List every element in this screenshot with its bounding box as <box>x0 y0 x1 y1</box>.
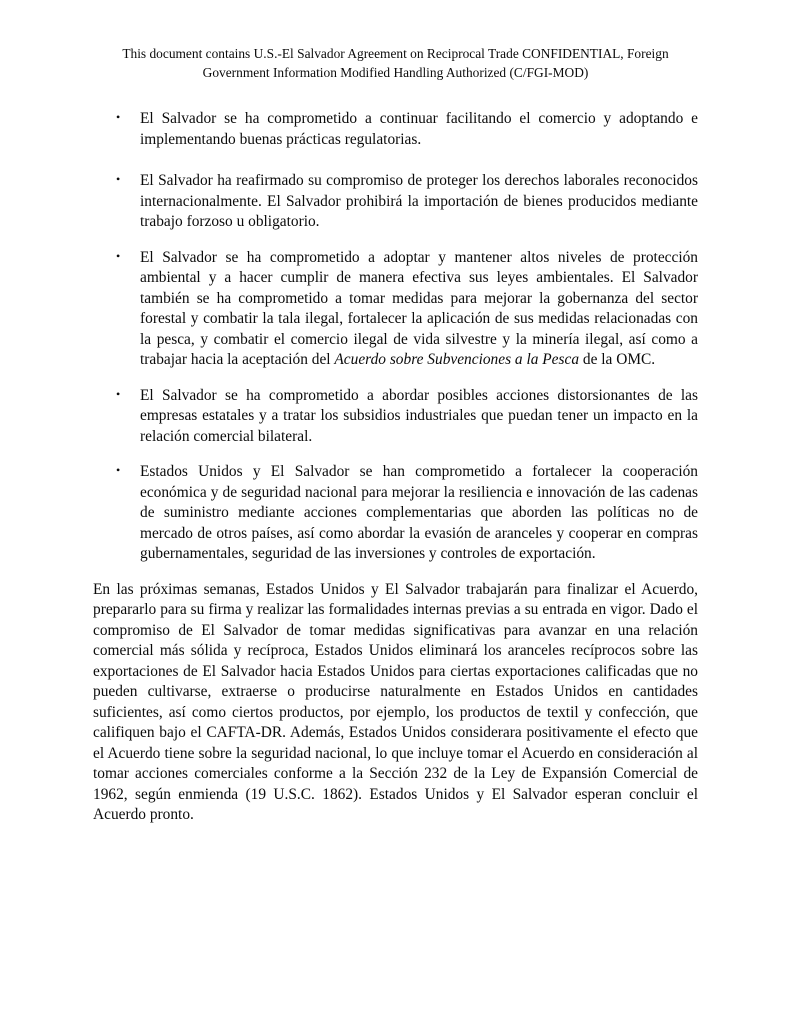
bullet-icon: • <box>116 248 121 263</box>
bullet-item <box>93 462 698 565</box>
treaty-name-italic: Acuerdo sobre Subvenciones a la Pesca <box>334 351 580 368</box>
closing-paragraph: En las próximas semanas, Estados Unidos y El Salvador trabajarán para finalizar el Acuerdo, prepararlo para su firma y realizar las formalidades internas previas a su entrada en vigor. Dado el compromiso de El Salvador de tomar medidas significativas para avanzar en una relación comercial más sólida y recíproca, Estados Unidos eliminará los aranceles recíprocos sobre las exportaciones de El Salvador hacia Estados Unidos para ciertas exportaciones calificadas que no pueden cultivarse, extraerse o producirse naturalmente en Estados Unidos en cantidades suficientes, así como ciertos productos, por ejemplo, los productos de textil y confección, que califiquen bajo el CAFTA-DR. Además, Estados Unidos considerara positivamente el efecto que el Acuerdo tiene sobre la seguridad nacional, lo que incluye tomar el Acuerdo en consideración al tomar acciones comerciales conforme a la Sección 232 de la Ley de Expansión Comercial de 1962, según enmienda (19 U.S.C. 1862). Estados Unidos y El Salvador esperan concluir el Acuerdo pronto. <box>93 580 698 823</box>
bullet-item <box>93 171 698 233</box>
bullet-item <box>93 248 698 371</box>
bullet-text: Estados Unidos y El Salvador se han comprometido a fortalecer la cooperación económica y de seguridad nacional para mejorar la resiliencia e innovación de las cadenas de suministro mediante acciones complementarias que aborden las políticas no de mercado de otros países, así como abordar la evasión de aranceles y cooperar en compras gubernamentales, seguridad de las inversiones y controles de exportación. <box>140 463 698 562</box>
bullet-text-post: de la OMC. <box>579 351 656 368</box>
bullet-item <box>93 386 698 448</box>
bullet-icon: • <box>116 110 121 124</box>
bullet-text: El Salvador se ha comprometido a continuar facilitando el comercio y adoptando e implementando buenas prácticas regulatorias. <box>140 110 698 148</box>
bullet-text-pre: El Salvador se ha comprometido a adoptar y mantener altos niveles de protección ambiental y a hacer cumplir de manera efectiva sus leyes ambientales. El Salvador también se ha comprometido a tomar medidas para mejorar la gobernanza del sector forestal y combatir la tala ilegal, fortalecer la aplicación de sus medidas relacionadas con la pesca, y combatir el comercio ilegal de vida silvestre y la minería ilegal, así como a trabajar hacia la aceptación del <box>140 248 698 368</box>
bullet-text: El Salvador se ha comprometido a abordar posibles acciones distorsionantes de las empresas estatales y a tratar los subsidios industriales que puedan tener un impacto en la relación comercial bilateral. <box>140 386 698 445</box>
bullet-icon: • <box>116 386 121 401</box>
classification-banner: This document contains U.S.-El Salvador Agreement on Reciprocal Trade CONFIDENTIAL, Foreign Government Information Modified Handling Authorized (C/FGI-MOD) <box>122 46 669 80</box>
bullet-icon: • <box>116 172 121 186</box>
bullet-text <box>140 249 698 369</box>
bullet-list <box>93 109 698 565</box>
bullet-icon: • <box>116 463 121 477</box>
bullet-text: El Salvador ha reafirmado su compromiso de proteger los derechos laborales reconocidos internacionalmente. El Salvador prohibirá la importación de bienes producidos mediante trabajo forzoso u obligatorio. <box>140 172 698 230</box>
bullet-item <box>93 109 698 150</box>
